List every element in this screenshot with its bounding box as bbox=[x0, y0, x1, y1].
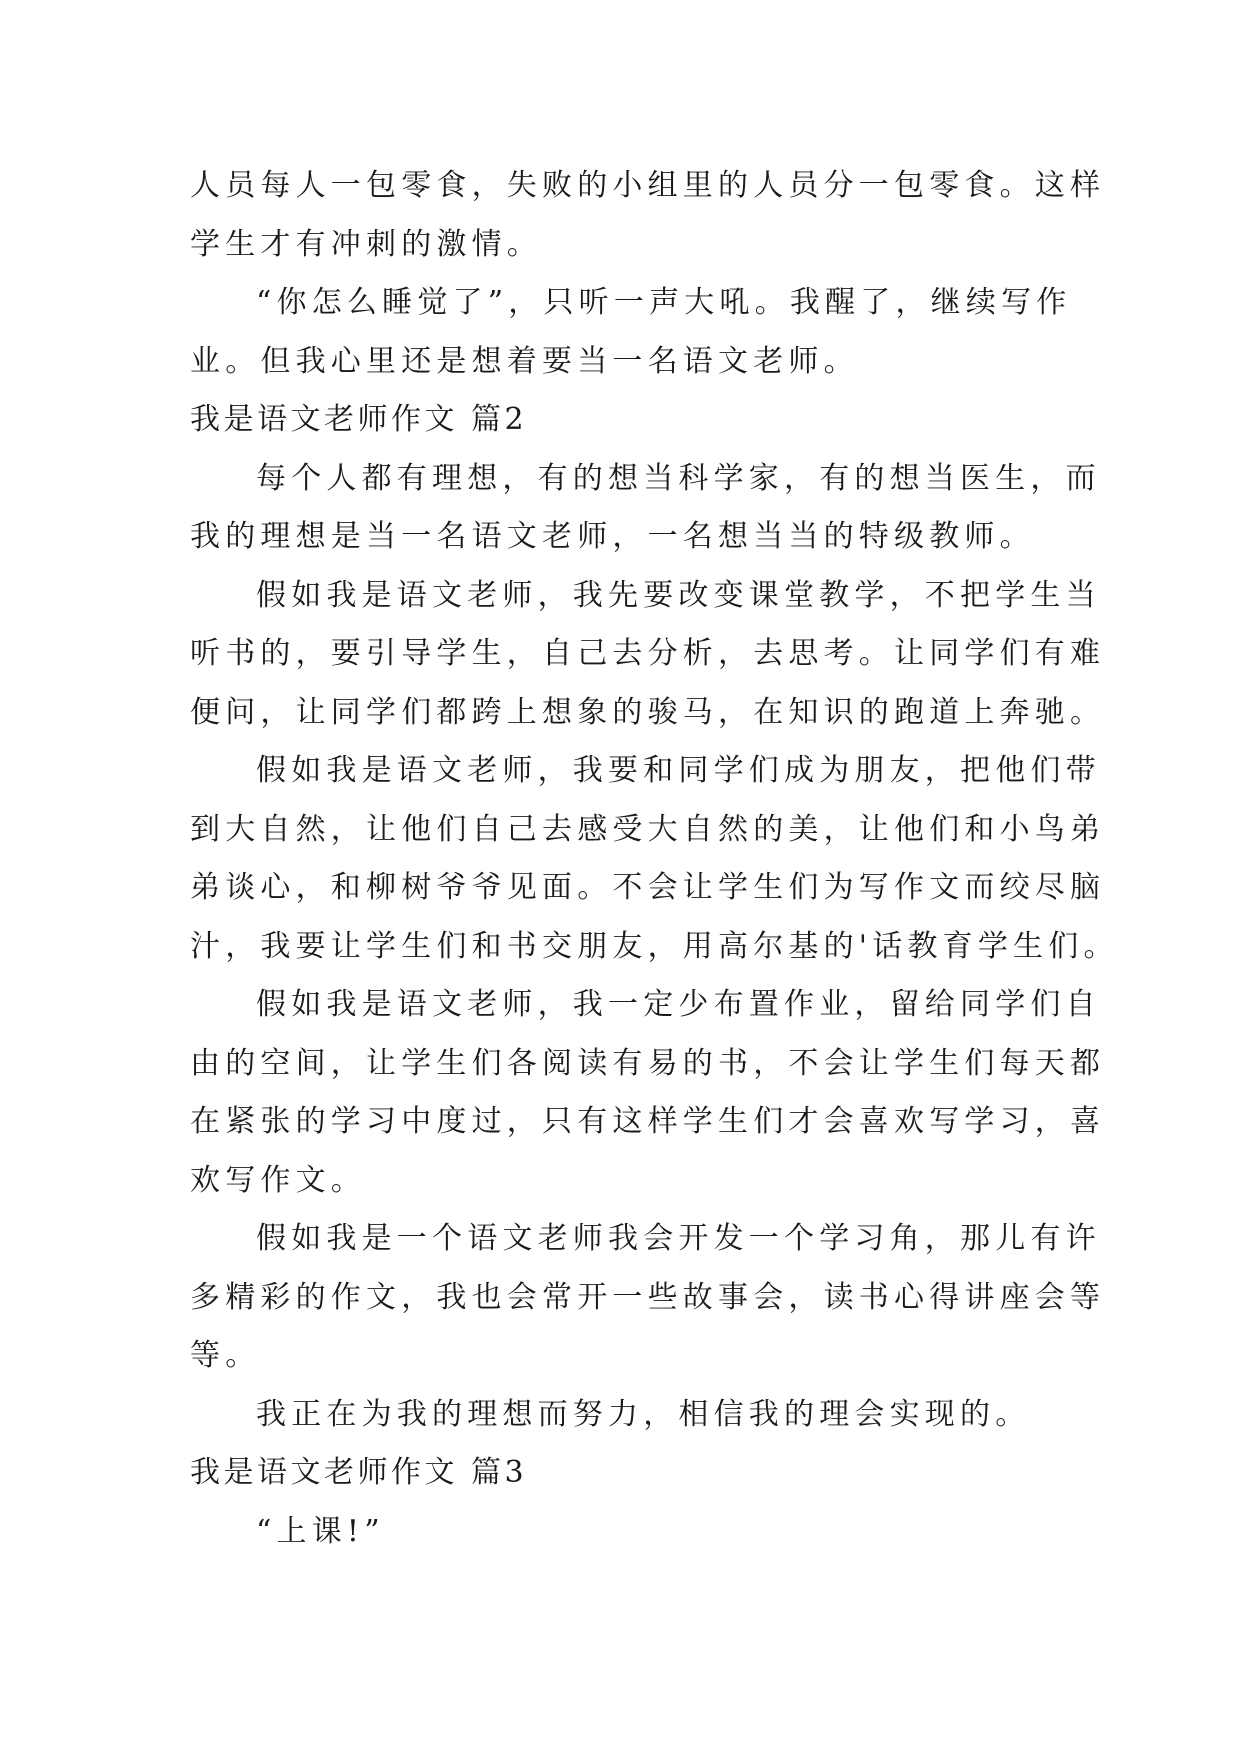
text-line: 由的空间，让学生们各阅读有易的书，不会让学生们每天都 bbox=[190, 1045, 1106, 1081]
paragraph bbox=[190, 1386, 1070, 1445]
paragraph bbox=[190, 742, 1119, 976]
paragraph bbox=[190, 1503, 1070, 1562]
section-heading: 我是语文老师作文 篇3 bbox=[190, 1455, 528, 1490]
text-line: 等。 bbox=[190, 1338, 261, 1373]
text-line: 学生才有冲刺的激情。 bbox=[190, 226, 542, 262]
text-line: 每个人都有理想，有的想当科学家，有的想当医生，而 bbox=[256, 460, 1101, 496]
text-line: 假如我是语文老师，我要和同学们成为朋友，把他们带 bbox=[256, 753, 1101, 788]
text-line: 假如我是一个语文老师我会开发一个学习角，那儿有许 bbox=[256, 1221, 1101, 1256]
text-line: 在紧张的学习中度过，只有这样学生们才会喜欢写学习，喜 bbox=[190, 1104, 1106, 1139]
text-line: 人员每人一包零食，失败的小组里的人员分一包零食。这样 bbox=[190, 168, 1106, 203]
paragraph bbox=[190, 274, 1070, 391]
document-body bbox=[190, 157, 1119, 1561]
paragraph bbox=[190, 450, 1101, 567]
paragraph bbox=[190, 976, 1106, 1210]
text-line: 假如我是语文老师，我一定少布置作业，留给同学们自 bbox=[256, 987, 1101, 1022]
text-line: 听书的，要引导学生，自己去分析，去思考。让同学们有难 bbox=[190, 636, 1106, 671]
text-line: 到大自然，让他们自己去感受大自然的美，让他们和小鸟弟 bbox=[190, 811, 1106, 847]
text-line: 弟谈心，和柳树爷爷见面。不会让学生们为写作文而绞尽脑 bbox=[190, 870, 1106, 905]
text-line: “你怎么睡觉了”，只听一声大吼。我醒了，继续写作 bbox=[256, 285, 1072, 320]
text-line: 汁，我要让学生们和书交朋友，用高尔基的'话教育学生们。 bbox=[190, 928, 1119, 964]
paragraph bbox=[190, 567, 1106, 743]
text-line: 假如我是语文老师，我先要改变课堂教学，不把学生当 bbox=[256, 577, 1101, 613]
paragraph bbox=[190, 1210, 1106, 1386]
text-line: “上课!” bbox=[256, 1513, 385, 1549]
paragraph bbox=[190, 157, 1106, 274]
text-line: 多精彩的作文，我也会常开一些故事会，读书心得讲座会等 bbox=[190, 1279, 1106, 1315]
section-heading: 我是语文老师作文 篇2 bbox=[190, 402, 528, 437]
text-line: 我的理想是当一名语文老师，一名想当当的特级教师。 bbox=[190, 519, 1035, 554]
text-line: 业。但我心里还是想着要当一名语文老师。 bbox=[190, 343, 859, 379]
text-line: 欢写作文。 bbox=[190, 1162, 366, 1198]
text-line: 我正在为我的理想而努力，相信我的理会实现的。 bbox=[256, 1396, 1031, 1432]
text-line: 便问，让同学们都跨上想象的骏马，在知识的跑道上奔驰。 bbox=[190, 694, 1106, 730]
